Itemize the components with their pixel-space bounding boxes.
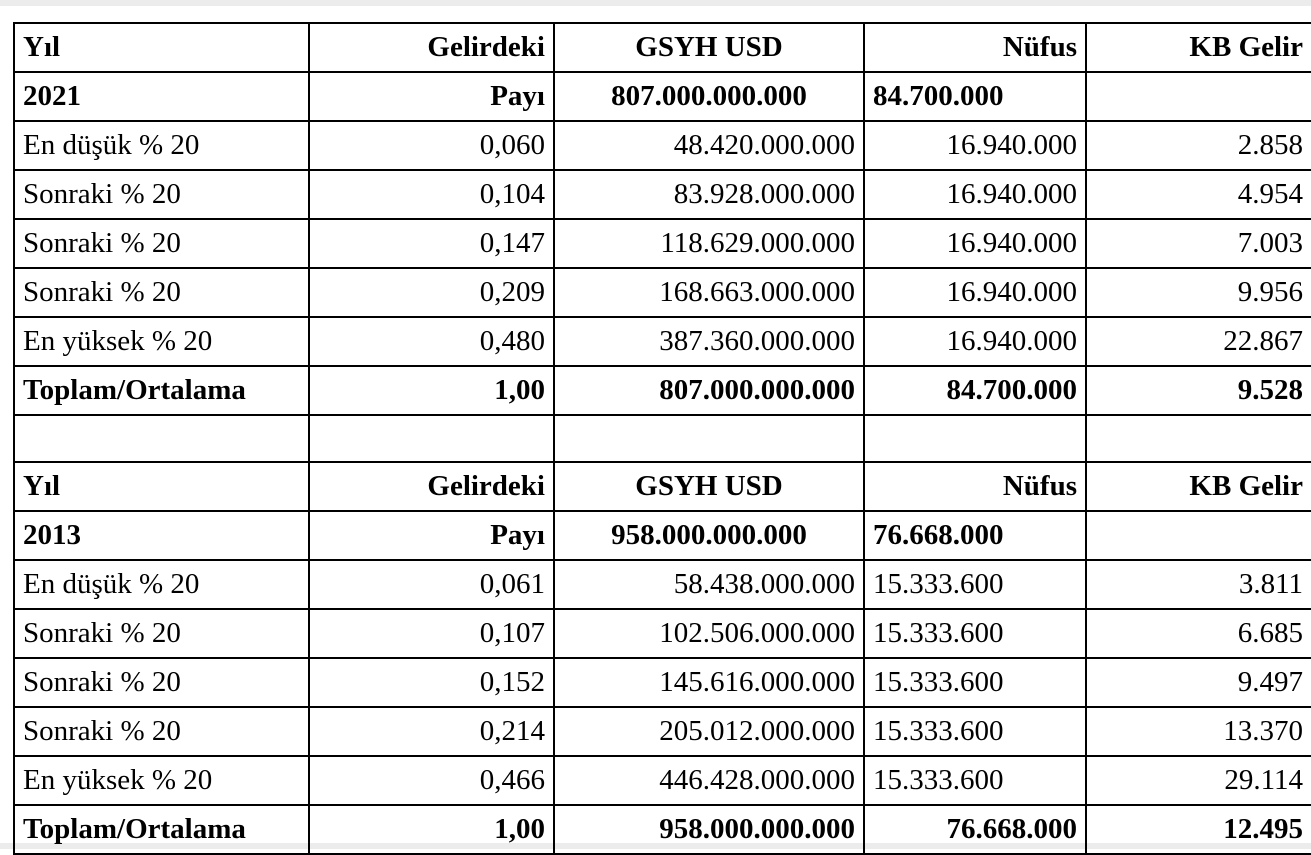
population-value: 16.940.000 bbox=[864, 268, 1086, 317]
share-value: 0,060 bbox=[309, 121, 554, 170]
total-share: 1,00 bbox=[309, 366, 554, 415]
header-population: Nüfus bbox=[864, 23, 1086, 72]
per-capita-value: 2.858 bbox=[1086, 121, 1311, 170]
population-value: 15.333.600 bbox=[864, 707, 1086, 756]
share-value: 0,214 bbox=[309, 707, 554, 756]
gdp-value: 446.428.000.000 bbox=[554, 756, 864, 805]
total-label: Toplam/Ortalama bbox=[14, 366, 309, 415]
header-row-2013 bbox=[14, 462, 1311, 511]
population-value: 15.333.600 bbox=[864, 560, 1086, 609]
year-value: 2021 bbox=[14, 72, 309, 121]
header-year: Yıl bbox=[14, 23, 309, 72]
subheader-row-2021 bbox=[14, 72, 1311, 121]
population-value: 16.940.000 bbox=[864, 219, 1086, 268]
table-row bbox=[14, 121, 1311, 170]
spacer-row bbox=[14, 415, 1311, 462]
population-value: 16.940.000 bbox=[864, 121, 1086, 170]
gdp-value: 58.438.000.000 bbox=[554, 560, 864, 609]
population-total: 84.700.000 bbox=[864, 72, 1086, 121]
per-capita-value: 13.370 bbox=[1086, 707, 1311, 756]
gdp-value: 48.420.000.000 bbox=[554, 121, 864, 170]
spacer-cell bbox=[1086, 415, 1311, 462]
share-value: 0,480 bbox=[309, 317, 554, 366]
income-distribution-table bbox=[13, 22, 1311, 855]
total-gdp: 807.000.000.000 bbox=[554, 366, 864, 415]
per-capita-value: 9.497 bbox=[1086, 658, 1311, 707]
gdp-value: 205.012.000.000 bbox=[554, 707, 864, 756]
per-capita-value: 3.811 bbox=[1086, 560, 1311, 609]
header-gdp: GSYH USD bbox=[554, 462, 864, 511]
header-share: Gelirdeki bbox=[309, 23, 554, 72]
total-row-2021 bbox=[14, 366, 1311, 415]
total-population: 76.668.000 bbox=[864, 805, 1086, 854]
share-value: 0,147 bbox=[309, 219, 554, 268]
header-gdp: GSYH USD bbox=[554, 23, 864, 72]
population-value: 15.333.600 bbox=[864, 609, 1086, 658]
year-value: 2013 bbox=[14, 511, 309, 560]
gdp-value: 387.360.000.000 bbox=[554, 317, 864, 366]
header-population: Nüfus bbox=[864, 462, 1086, 511]
quintile-label: Sonraki % 20 bbox=[14, 609, 309, 658]
subheader-row-2013 bbox=[14, 511, 1311, 560]
share-value: 0,104 bbox=[309, 170, 554, 219]
population-total: 76.668.000 bbox=[864, 511, 1086, 560]
quintile-label: Sonraki % 20 bbox=[14, 170, 309, 219]
header-per-capita: KB Gelir bbox=[1086, 462, 1311, 511]
population-value: 16.940.000 bbox=[864, 317, 1086, 366]
table-row bbox=[14, 219, 1311, 268]
table-row bbox=[14, 317, 1311, 366]
header-year: Yıl bbox=[14, 462, 309, 511]
quintile-label: En yüksek % 20 bbox=[14, 756, 309, 805]
share-value: 0,466 bbox=[309, 756, 554, 805]
per-capita-empty bbox=[1086, 72, 1311, 121]
share-value: 0,107 bbox=[309, 609, 554, 658]
table-row bbox=[14, 658, 1311, 707]
header-row-2021 bbox=[14, 23, 1311, 72]
gdp-value: 168.663.000.000 bbox=[554, 268, 864, 317]
gdp-value: 102.506.000.000 bbox=[554, 609, 864, 658]
quintile-label: En düşük % 20 bbox=[14, 560, 309, 609]
table-row bbox=[14, 707, 1311, 756]
gdp-value: 118.629.000.000 bbox=[554, 219, 864, 268]
quintile-label: Sonraki % 20 bbox=[14, 268, 309, 317]
per-capita-value: 6.685 bbox=[1086, 609, 1311, 658]
spacer-cell bbox=[554, 415, 864, 462]
table-row bbox=[14, 268, 1311, 317]
quintile-label: Sonraki % 20 bbox=[14, 707, 309, 756]
total-per-capita: 9.528 bbox=[1086, 366, 1311, 415]
gdp-value: 83.928.000.000 bbox=[554, 170, 864, 219]
table-row bbox=[14, 756, 1311, 805]
per-capita-value: 22.867 bbox=[1086, 317, 1311, 366]
per-capita-value: 4.954 bbox=[1086, 170, 1311, 219]
total-share: 1,00 bbox=[309, 805, 554, 854]
table-row bbox=[14, 560, 1311, 609]
quintile-label: En düşük % 20 bbox=[14, 121, 309, 170]
total-gdp: 958.000.000.000 bbox=[554, 805, 864, 854]
per-capita-value: 9.956 bbox=[1086, 268, 1311, 317]
header-per-capita: KB Gelir bbox=[1086, 23, 1311, 72]
table-row bbox=[14, 170, 1311, 219]
population-value: 16.940.000 bbox=[864, 170, 1086, 219]
total-label: Toplam/Ortalama bbox=[14, 805, 309, 854]
share-value: 0,061 bbox=[309, 560, 554, 609]
share-label: Payı bbox=[309, 72, 554, 121]
quintile-label: En yüksek % 20 bbox=[14, 317, 309, 366]
per-capita-empty bbox=[1086, 511, 1311, 560]
total-row-2013 bbox=[14, 805, 1311, 854]
per-capita-value: 29.114 bbox=[1086, 756, 1311, 805]
gdp-value: 145.616.000.000 bbox=[554, 658, 864, 707]
share-value: 0,209 bbox=[309, 268, 554, 317]
per-capita-value: 7.003 bbox=[1086, 219, 1311, 268]
gdp-total: 958.000.000.000 bbox=[554, 511, 864, 560]
share-label: Payı bbox=[309, 511, 554, 560]
total-population: 84.700.000 bbox=[864, 366, 1086, 415]
share-value: 0,152 bbox=[309, 658, 554, 707]
total-per-capita: 12.495 bbox=[1086, 805, 1311, 854]
quintile-label: Sonraki % 20 bbox=[14, 658, 309, 707]
spacer-cell bbox=[14, 415, 309, 462]
population-value: 15.333.600 bbox=[864, 756, 1086, 805]
header-share: Gelirdeki bbox=[309, 462, 554, 511]
population-value: 15.333.600 bbox=[864, 658, 1086, 707]
table-row bbox=[14, 609, 1311, 658]
gdp-total: 807.000.000.000 bbox=[554, 72, 864, 121]
spacer-cell bbox=[864, 415, 1086, 462]
spacer-cell bbox=[309, 415, 554, 462]
quintile-label: Sonraki % 20 bbox=[14, 219, 309, 268]
